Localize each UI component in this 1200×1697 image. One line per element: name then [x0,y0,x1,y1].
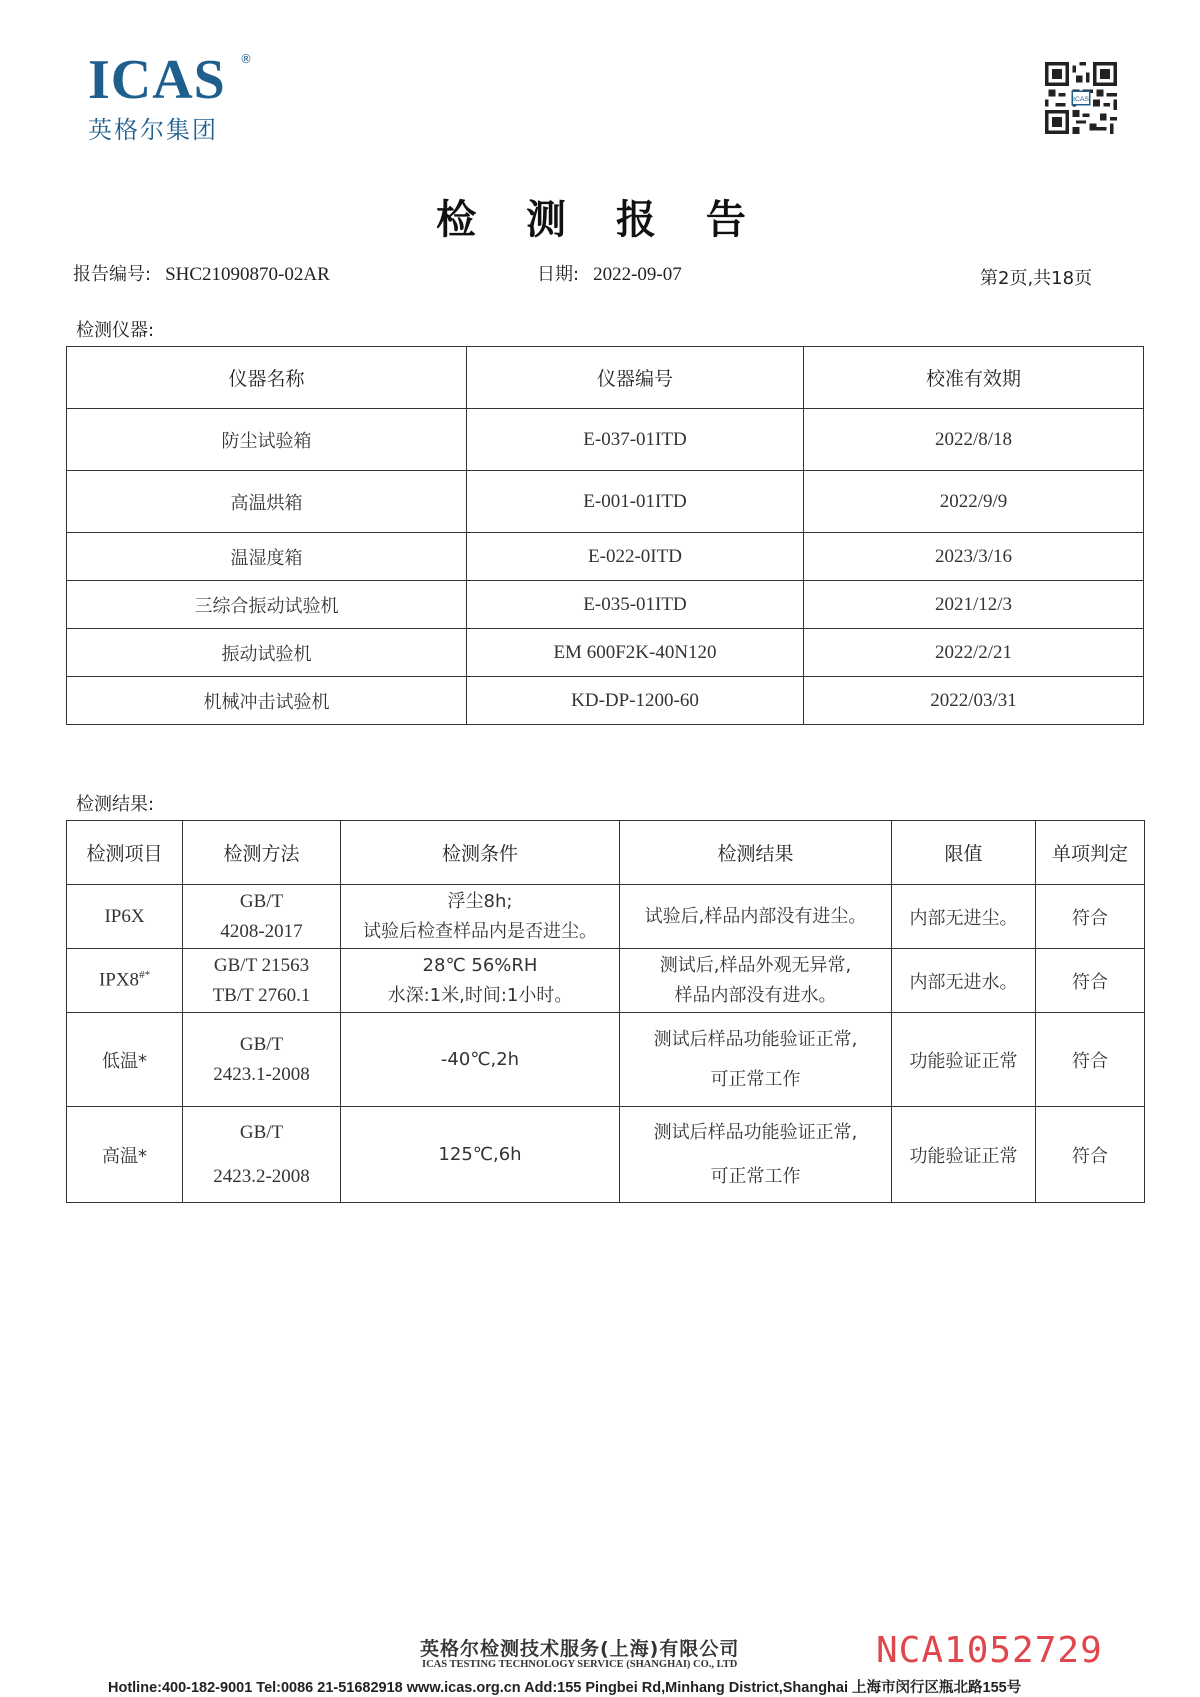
table-row [67,581,1144,629]
method-line: TB/T 2760.1 [212,984,311,1006]
table-row [67,1013,1145,1107]
method-line: 2423.2-2008 [213,1165,310,1187]
report-number [73,260,330,286]
instrument-name: 振动试验机 [67,629,467,677]
condition-line: 浮尘8h; [447,890,513,912]
results-header-row [67,821,1145,885]
calibration-date: 2023/3/16 [804,533,1144,581]
report-number-label: 报告编号: [73,264,152,285]
instrument-name: 机械冲击试验机 [67,677,467,725]
result-line: 试验后,样品内部没有进尘。 [644,905,867,927]
test-result [620,1013,892,1107]
instrument-id: KD-DP-1200-60 [467,677,804,725]
footer-company-chinese: 英格尔检测技术服务(上海)有限公司 [420,1638,740,1660]
test-item [67,885,183,949]
serial-number: NCA1052729 [876,1630,1103,1671]
result-line: 测试后,样品外观无异常, [659,954,852,976]
test-method [183,885,341,949]
instrument-id: EM 600F2K-40N120 [467,629,804,677]
test-method [183,1107,341,1203]
column-header-test-method: 检测方法 [183,821,341,885]
report-number-value: SHC21090870-02AR [165,264,330,285]
limit-value: 功能验证正常 [892,1107,1036,1203]
test-item [67,1013,183,1107]
calibration-date: 2022/2/21 [804,629,1144,677]
verdict: 符合 [1036,1013,1145,1107]
test-item-label: 低温* [102,1050,147,1072]
column-header-test-result: 检测结果 [620,821,892,885]
results-section-label: 检测结果: [76,794,155,815]
test-result [620,949,892,1013]
test-method [183,949,341,1013]
instruments-table [66,346,1144,725]
result-line: 可正常工作 [710,1068,801,1090]
condition-line: 125℃,6h [438,1143,522,1165]
column-header-test-item: 检测项目 [67,821,183,885]
instruments-header-row [67,347,1144,409]
column-header-calibration-validity: 校准有效期 [804,347,1144,409]
result-line: 测试后样品功能验证正常, [653,1121,858,1143]
column-header-test-condition: 检测条件 [341,821,620,885]
table-row [67,1107,1145,1203]
instrument-name: 温湿度箱 [67,533,467,581]
condition-line: -40℃,2h [440,1048,520,1070]
logo-chinese-name: 英格尔集团 [88,116,218,144]
condition-line: 水深:1米,时间:1小时。 [387,984,573,1006]
instrument-name: 高温烘箱 [67,471,467,533]
registered-mark: ® [240,52,252,66]
test-result [620,1107,892,1203]
table-row [67,533,1144,581]
test-item-label: IPX8 [98,969,140,991]
instrument-id: E-037-01ITD [467,409,804,471]
column-header-instrument-id: 仪器编号 [467,347,804,409]
verdict: 符合 [1036,885,1145,949]
logo-wordmark: ICAS [88,49,226,111]
document-title: 检 测 报 告 [436,197,764,243]
verdict: 符合 [1036,1107,1145,1203]
test-item-label: 高温* [102,1145,147,1167]
limit-value: 功能验证正常 [892,1013,1036,1107]
limit-value: 内部无进水。 [892,949,1036,1013]
test-item [67,1107,183,1203]
test-result [620,885,892,949]
footer-contact-line: Hotline:400-182-9001 Tel:0086 21-51682918 www.icas.org.cn Add:155 Pingbei Rd,Minhang District,Shanghai 上海市闵行区瓶北路155号 [108,1680,1022,1696]
calibration-date: 2022/9/9 [804,471,1144,533]
limit-value: 内部无进尘。 [892,885,1036,949]
calibration-date: 2021/12/3 [804,581,1144,629]
table-row [67,409,1144,471]
svg-text:ICAS: ICAS [1073,96,1089,104]
column-header-verdict: 单项判定 [1036,821,1145,885]
test-item-label: IP6X [104,905,145,927]
method-line: GB/T 21563 [213,954,310,976]
result-line: 可正常工作 [710,1165,801,1187]
method-line: GB/T [239,1121,284,1143]
table-row [67,949,1145,1013]
column-header-instrument-name: 仪器名称 [67,347,467,409]
instrument-id: E-035-01ITD [467,581,804,629]
verdict: 符合 [1036,949,1145,1013]
condition-line: 试验后检查样品内是否进尘。 [363,920,597,942]
company-logo [88,49,258,148]
footer-company-english: ICAS TESTING TECHNOLOGY SERVICE (SHANGHAI) CO., LTD [422,1659,738,1670]
instruments-section-label: 检测仪器: [76,320,155,341]
report-date-label: 日期: [537,264,580,285]
method-line: 2423.1-2008 [213,1063,310,1085]
table-row [67,629,1144,677]
condition-line: 28℃ 56%RH [422,954,538,976]
test-condition [341,1013,620,1107]
test-method [183,1013,341,1107]
result-line: 测试后样品功能验证正常, [653,1028,858,1050]
method-line: GB/T [239,890,284,912]
page-number: 第2页,共18页 [980,268,1093,289]
test-condition [341,949,620,1013]
calibration-date: 2022/8/18 [804,409,1144,471]
column-header-limit: 限值 [892,821,1036,885]
table-row [67,885,1145,949]
test-condition [341,885,620,949]
method-line: 4208-2017 [220,920,303,942]
method-line: GB/T [239,1033,284,1055]
results-table [66,820,1145,1203]
report-date [537,260,682,286]
table-row [67,471,1144,533]
calibration-date: 2022/03/31 [804,677,1144,725]
instrument-id: E-022-0ITD [467,533,804,581]
table-row [67,677,1144,725]
instrument-name: 防尘试验箱 [67,409,467,471]
qr-code-icon [1045,62,1117,134]
report-date-value: 2022-09-07 [593,264,682,285]
result-line: 样品内部没有进水。 [674,984,837,1006]
instrument-name: 三综合振动试验机 [67,581,467,629]
test-item [67,949,183,1013]
test-condition [341,1107,620,1203]
test-item-superscript: #* [139,969,151,982]
instrument-id: E-001-01ITD [467,471,804,533]
